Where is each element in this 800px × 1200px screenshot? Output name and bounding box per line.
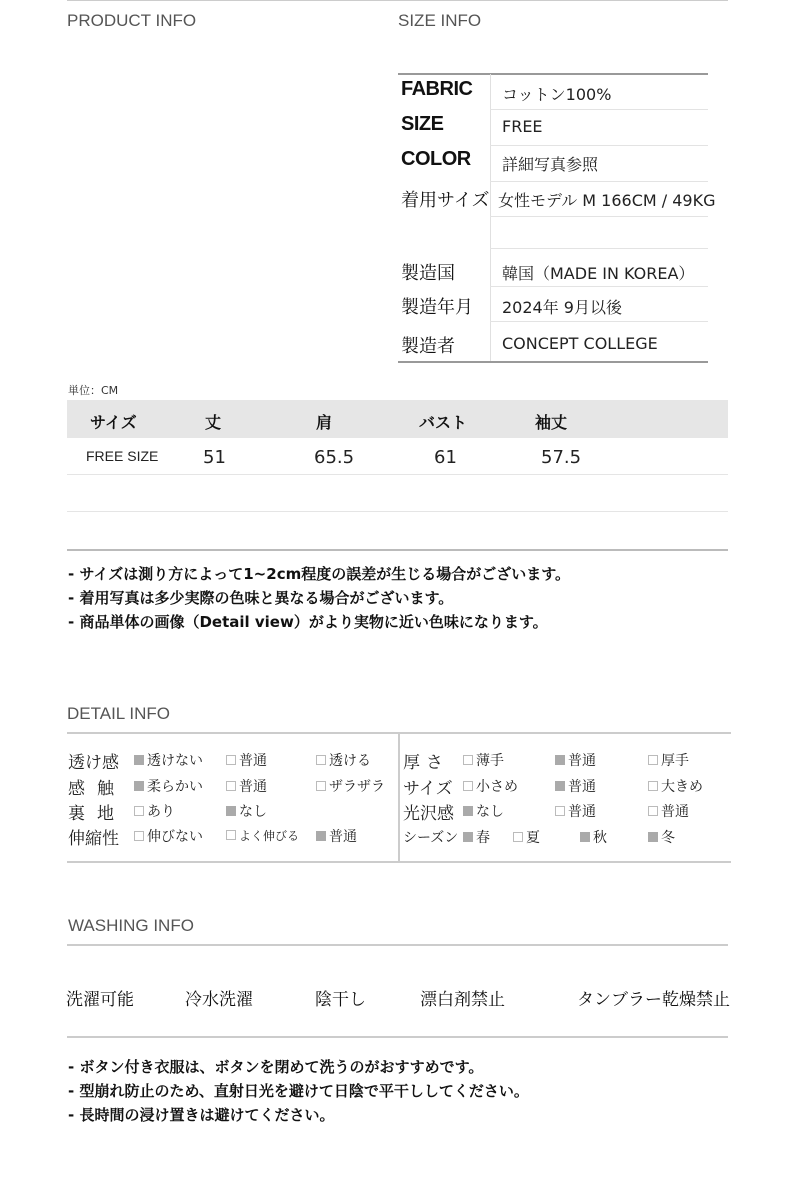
washing-info-title: WASHING INFO <box>68 916 194 935</box>
detail-option: 厚手 <box>648 750 689 770</box>
size-table-header <box>67 400 728 438</box>
spec-label: 製造年月 <box>401 297 473 318</box>
detail-option: ザラザラ <box>316 776 385 796</box>
spec-row-model-size <box>398 180 716 216</box>
detail-option: 透ける <box>316 750 371 770</box>
size-cell-length: 51 <box>203 447 226 468</box>
washing-item-washable: 洗濯可能 <box>66 990 134 1010</box>
spec-row-size <box>398 109 708 145</box>
detail-option: 小さめ <box>463 776 518 796</box>
product-info-title: PRODUCT INFO <box>67 11 197 30</box>
checkbox-icon <box>463 832 473 842</box>
detail-option: 薄手 <box>463 750 504 770</box>
spec-row-empty <box>398 216 708 252</box>
spec-row-fabric <box>398 74 708 110</box>
detail-option: 秋 <box>580 827 607 847</box>
washing-item-no-tumble-dry: タンブラー乾燥禁止 <box>577 990 730 1010</box>
spec-value: 2024年 9月以後 <box>502 298 622 317</box>
spec-label: FABRIC <box>401 78 473 100</box>
checkbox-icon <box>134 781 144 791</box>
detail-label-gloss: 光沢感 <box>403 804 454 824</box>
detail-label-stretch: 伸縮性 <box>68 829 119 849</box>
detail-label-size: サイズ <box>403 779 453 799</box>
detail-label-lining: 裏地 <box>68 804 126 824</box>
spec-label: 着用サイズ <box>401 190 490 211</box>
spec-row-country <box>398 253 708 289</box>
detail-option: 普通 <box>555 750 596 770</box>
size-cell-sleeve: 57.5 <box>541 447 582 468</box>
size-row-divider <box>67 511 728 512</box>
checkbox-icon <box>648 755 658 765</box>
checkbox-icon <box>513 832 523 842</box>
washing-item-no-bleach: 漂白剤禁止 <box>420 990 505 1010</box>
washing-note: - 長時間の浸け置きは避けてください。 <box>68 1106 335 1124</box>
checkbox-icon <box>134 806 144 816</box>
detail-label-texture: 感触 <box>68 779 126 799</box>
washing-note: - 型崩れ防止のため、直射日光を避けて日陰で平干ししてください。 <box>68 1082 529 1100</box>
size-cell-name: FREE SIZE <box>86 448 159 464</box>
checkbox-icon <box>316 781 326 791</box>
size-cell-bust: 61 <box>434 447 457 468</box>
detail-label-sheerness: 透け感 <box>68 753 119 773</box>
top-divider <box>67 0 728 1</box>
checkbox-icon <box>648 832 658 842</box>
spec-row-divider <box>490 248 708 249</box>
size-header-length: 丈 <box>205 413 222 432</box>
detail-option: 大きめ <box>648 776 703 796</box>
spec-value: 詳細写真参照 <box>502 155 599 174</box>
spec-value: FREE <box>502 117 543 136</box>
spec-label: 製造者 <box>401 336 455 357</box>
checkbox-icon <box>226 830 236 840</box>
spec-label: COLOR <box>401 148 471 170</box>
checkbox-icon <box>648 806 658 816</box>
detail-option: あり <box>134 801 175 821</box>
detail-option: なし <box>226 801 267 821</box>
size-info-title: SIZE INFO <box>398 11 482 30</box>
washing-top-border <box>67 944 728 946</box>
checkbox-icon <box>555 781 565 791</box>
checkbox-icon <box>580 832 590 842</box>
size-note: - 着用写真は多少実際の色味と異なる場合がございます。 <box>68 589 454 607</box>
detail-option: よく伸びる <box>226 827 299 844</box>
detail-option: 普通 <box>648 801 689 821</box>
spec-label: 製造国 <box>401 263 455 284</box>
spec-value: 韓国（MADE IN KOREA） <box>502 264 695 283</box>
spec-row-color <box>398 144 708 180</box>
detail-bottom-border <box>67 861 731 863</box>
detail-info-title: DETAIL INFO <box>67 704 170 723</box>
checkbox-icon <box>555 755 565 765</box>
size-note: - 商品単体の画像（Detail view）がより実物に近い色味になります。 <box>68 613 548 631</box>
checkbox-icon <box>134 831 144 841</box>
detail-option: 夏 <box>513 827 540 847</box>
size-row-divider <box>67 474 728 475</box>
washing-item-shade-dry: 陰干し <box>315 990 366 1010</box>
washing-note: - ボタン付き衣服は、ボタンを閉めて洗うのがおすすめです。 <box>68 1058 484 1076</box>
checkbox-icon <box>316 831 326 841</box>
spec-row-date <box>398 287 708 323</box>
spec-value: コットン100% <box>502 85 612 104</box>
size-note: - サイズは測り方によって1~2cm程度の誤差が生じる場合がございます。 <box>68 565 571 583</box>
washing-bottom-border <box>67 1036 728 1038</box>
spec-bottom-border <box>398 361 708 363</box>
spec-value: 女性モデル M 166CM / 49KG <box>498 191 716 210</box>
size-header-bust: バスト <box>419 413 468 432</box>
spec-row-divider <box>490 321 708 322</box>
spec-label: SIZE <box>401 113 444 135</box>
detail-column-divider <box>398 733 400 861</box>
checkbox-icon <box>226 806 236 816</box>
washing-item-cold-wash: 冷水洗濯 <box>185 990 253 1010</box>
checkbox-icon <box>226 781 236 791</box>
detail-option: 伸びない <box>134 826 203 846</box>
checkbox-icon <box>463 755 473 765</box>
checkbox-icon <box>648 781 658 791</box>
detail-option: 普通 <box>555 801 596 821</box>
size-cell-shoulder: 65.5 <box>314 447 355 468</box>
detail-option: 普通 <box>555 776 596 796</box>
detail-option: なし <box>463 801 504 821</box>
size-header-shoulder: 肩 <box>316 413 333 432</box>
detail-option: 普通 <box>226 776 267 796</box>
size-unit-label: 単位：CM <box>68 384 119 397</box>
detail-option: 春 <box>463 827 490 847</box>
checkbox-icon <box>226 755 236 765</box>
detail-label-thickness: 厚さ <box>403 753 449 773</box>
checkbox-icon <box>555 806 565 816</box>
checkbox-icon <box>134 755 144 765</box>
notes-divider <box>67 549 728 551</box>
detail-option: 透けない <box>134 750 203 770</box>
spec-value: CONCEPT COLLEGE <box>502 334 658 353</box>
detail-label-season: シーズン <box>403 830 459 846</box>
checkbox-icon <box>463 806 473 816</box>
detail-option: 普通 <box>316 826 357 846</box>
size-header-sleeve: 袖丈 <box>535 413 568 432</box>
spec-row-maker <box>398 326 708 362</box>
checkbox-icon <box>316 755 326 765</box>
detail-option: 柔らかい <box>134 776 203 796</box>
detail-option: 冬 <box>648 827 675 847</box>
size-header-size: サイズ <box>90 413 137 432</box>
detail-option: 普通 <box>226 750 267 770</box>
checkbox-icon <box>463 781 473 791</box>
